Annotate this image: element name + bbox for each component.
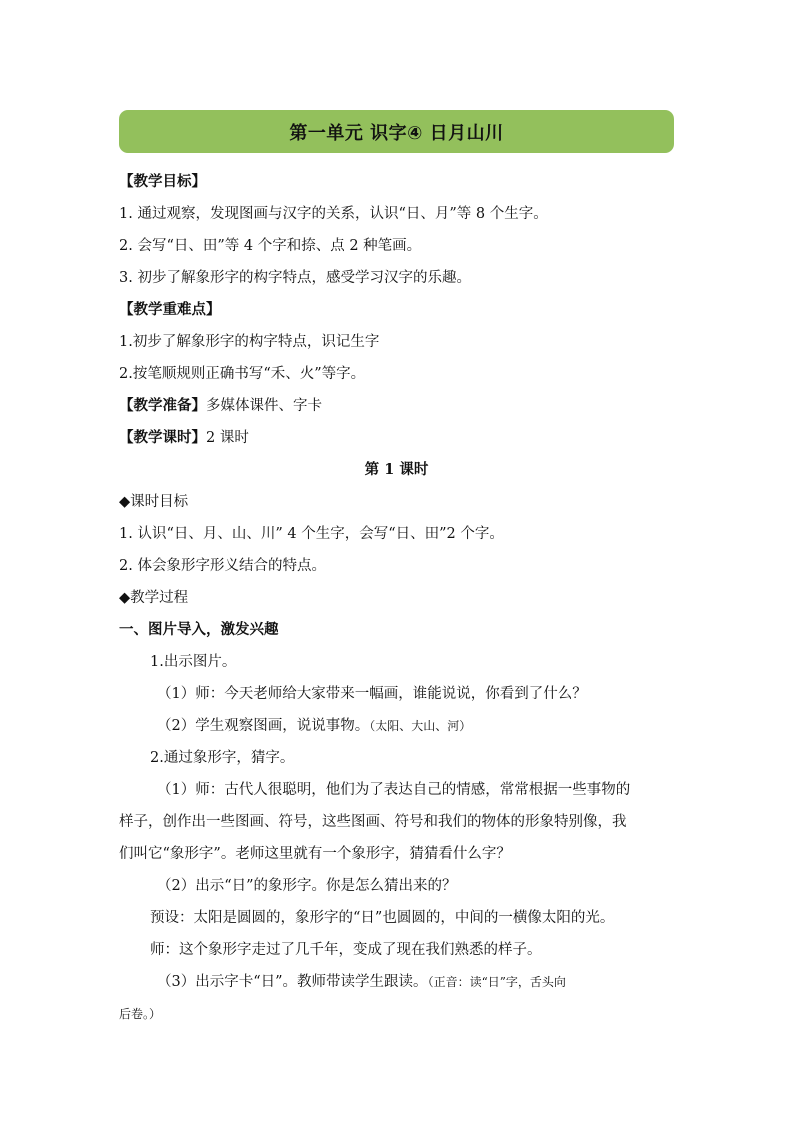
lesson-goal-2: 2. 体会象形字形义结合的特点。: [119, 558, 326, 574]
goal-item-1: 1. 通过观察，发现图画与汉字的关系，认识“日、月”等 8 个生字。: [119, 206, 548, 222]
hours-text: 2 课时: [206, 430, 249, 446]
prep-heading: 【教学准备】: [119, 397, 206, 414]
step-2-3-note-b: 后卷。）: [119, 1007, 162, 1021]
lesson-goal-1: 1. 认识“日、月、山、川” 4 个生字，会写“日、田”2 个字。: [119, 526, 504, 542]
step-2: 2.通过象形字，猜字。: [150, 750, 295, 766]
section-1-heading: 一、图片导入，激发兴趣: [119, 621, 279, 638]
goals-heading: 【教学目标】: [119, 173, 206, 190]
step-1-1: （1）师：今天老师给大家带来一幅画，谁能说说，你看到了什么？: [157, 686, 587, 702]
step-1: 1.出示图片。: [150, 654, 237, 670]
title-banner: [119, 110, 674, 153]
process-heading: ◆教学过程: [119, 590, 189, 606]
step-1-2-text: （2）学生观察图画，说说事物。: [157, 718, 370, 734]
lesson-goal-heading: ◆课时目标: [119, 494, 189, 510]
step-2-3-note-a: （正音：读“日”字，舌头向: [427, 975, 566, 989]
step-2-1-line-c: 们叫它“象形字”。老师这里就有一个象形字，猜猜看什么字？: [119, 846, 511, 862]
step-1-2-note: （太阳、大山、河）: [369, 719, 472, 733]
step-2-3: [157, 972, 566, 992]
teacher-line: 师：这个象形字走过了几千年，变成了现在我们熟悉的样子。: [150, 942, 542, 958]
key-point-2: 2.按笔顺规则正确书写“禾、火”等字。: [119, 366, 366, 382]
step-2-1-line-a: （1）师：古代人很聪明，他们为了表达自己的情感，常常根据一些事物的: [157, 782, 631, 798]
hours-heading: 【教学课时】: [119, 429, 206, 446]
key-point-1: 1.初步了解象形字的构字特点，识记生字: [119, 334, 380, 350]
step-2-1-line-b: 样子，创作出一些图画、符号，这些图画、符号和我们的物体的形象特别像，我: [119, 814, 627, 830]
step-1-2: [157, 716, 471, 736]
step-2-3-text: （3）出示字卡“日”。教师带读学生跟读。: [157, 974, 428, 990]
prep-text: 多媒体课件、字卡: [206, 398, 322, 414]
key-points-heading: 【教学重难点】: [119, 301, 221, 318]
step-2-2: （2）出示“日”的象形字。你是怎么猜出来的？: [157, 878, 457, 894]
goal-item-2: 2. 会写“日、田”等 4 个字和捺、点 2 种笔画。: [119, 238, 422, 254]
lesson1-heading: 第 1 课时: [364, 461, 429, 478]
preset-line: 预设：太阳是圆圆的，象形字的“日”也圆圆的，中间的一横像太阳的光。: [150, 910, 615, 926]
page-title: 第一单元 识字④ 日月山川: [289, 122, 504, 144]
hours-line: [119, 428, 249, 448]
prep-line: [119, 396, 322, 416]
goal-item-3: 3. 初步了解象形字的构字特点，感受学习汉字的乐趣。: [119, 270, 471, 286]
